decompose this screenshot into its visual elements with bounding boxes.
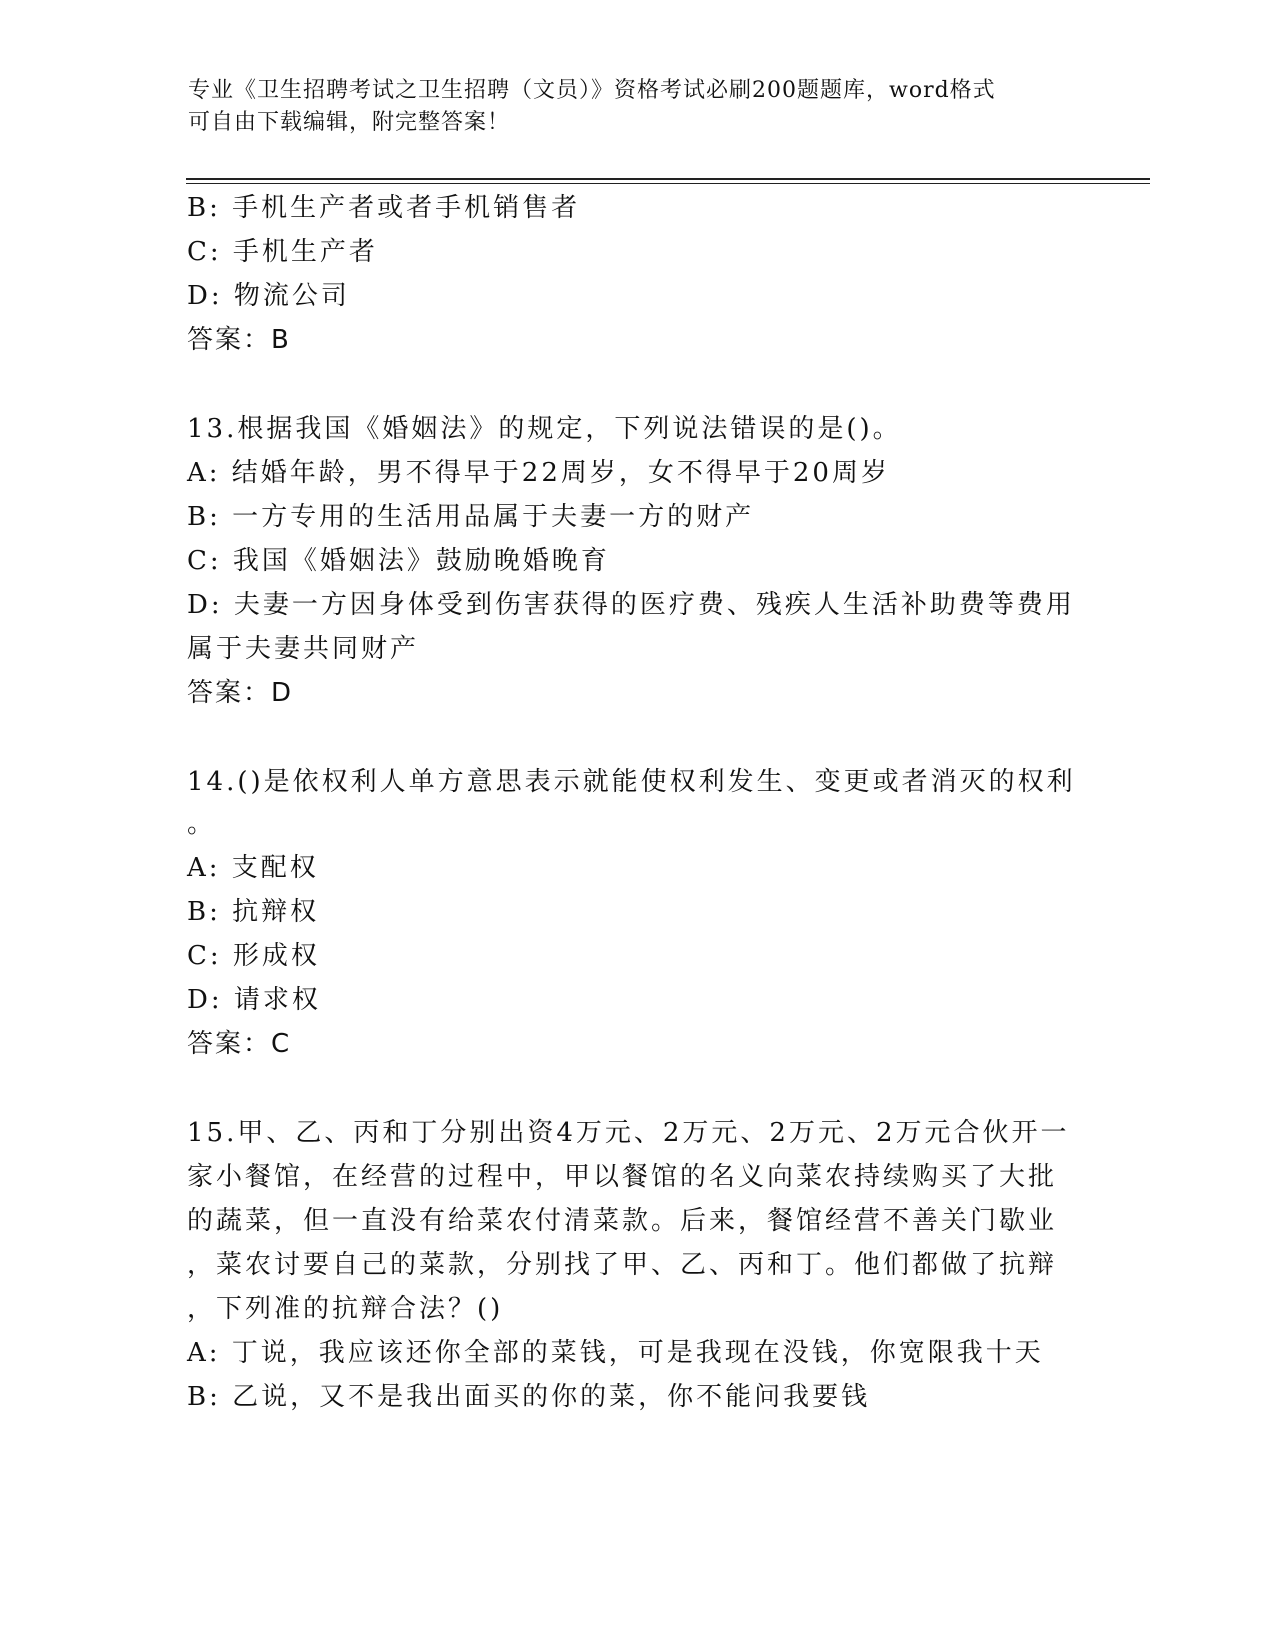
q12-answer: 答案：B <box>187 325 291 355</box>
q13-option-d: D: 夫妻一方因身体受到伤害获得的医疗费、残疾人生活补助费等费用 <box>187 590 1075 620</box>
q12-option-d: D: 物流公司 <box>187 281 350 311</box>
q13-answer: 答案：D <box>187 678 294 708</box>
q13-option-d-continued: 属于夫妻共同财产 <box>187 634 420 664</box>
header-divider-thick <box>186 178 1150 180</box>
q15-stem-line-3: 的蔬菜，但一直没有给菜农付清菜款。后来，餐馆经营不善关门歇业 <box>187 1206 1058 1236</box>
q13-option-a: A: 结婚年龄，男不得早于22周岁，女不得早于20周岁 <box>187 458 890 488</box>
q15-stem-line-4: ，菜农讨要自己的菜款，分别找了甲、乙、丙和丁。他们都做了抗辩 <box>187 1250 1058 1280</box>
q15-option-b: B: 乙说，又不是我出面买的你的菜，你不能问我要钱 <box>187 1382 871 1412</box>
q14-option-c: C: 形成权 <box>187 941 320 971</box>
document-header <box>188 75 1088 139</box>
header-title-line: 专业《卫生招聘考试之卫生招聘（文员）》资格考试必刷200题题库，word格式 <box>188 78 996 103</box>
q15-option-a: A: 丁说，我应该还你全部的菜钱，可是我现在没钱，你宽限我十天 <box>187 1338 1044 1368</box>
header-subtitle-line: 可自由下载编辑，附完整答案！ <box>188 110 511 135</box>
q14-option-b: B: 抗辩权 <box>187 897 320 927</box>
q12-option-c: C: 手机生产者 <box>187 237 378 267</box>
q14-option-a: A: 支配权 <box>187 853 319 883</box>
q13-option-b: B: 一方专用的生活用品属于夫妻一方的财产 <box>187 502 755 532</box>
q15-stem-line-5: ，下列准的抗辩合法？() <box>187 1294 504 1324</box>
q15-stem-line-2: 家小餐馆，在经营的过程中，甲以餐馆的名义向菜农持续购买了大批 <box>187 1162 1058 1192</box>
q13-option-c: C: 我国《婚姻法》鼓励晚婚晚育 <box>187 546 610 576</box>
q14-stem-continued: 。 <box>187 809 217 839</box>
q15-stem-line-1: 15.甲、乙、丙和丁分别出资4万元、2万元、2万元、2万元合伙开一 <box>187 1118 1070 1148</box>
q14-option-d: D: 请求权 <box>187 985 321 1015</box>
q13-stem: 13.根据我国《婚姻法》的规定，下列说法错误的是()。 <box>187 414 902 444</box>
header-divider-thin <box>186 183 1150 184</box>
q14-stem: 14.()是依权利人单方意思表示就能使权利发生、变更或者消灭的权利 <box>187 767 1076 797</box>
q14-answer: 答案：C <box>187 1029 292 1059</box>
q12-option-b: B: 手机生产者或者手机销售者 <box>187 193 581 223</box>
